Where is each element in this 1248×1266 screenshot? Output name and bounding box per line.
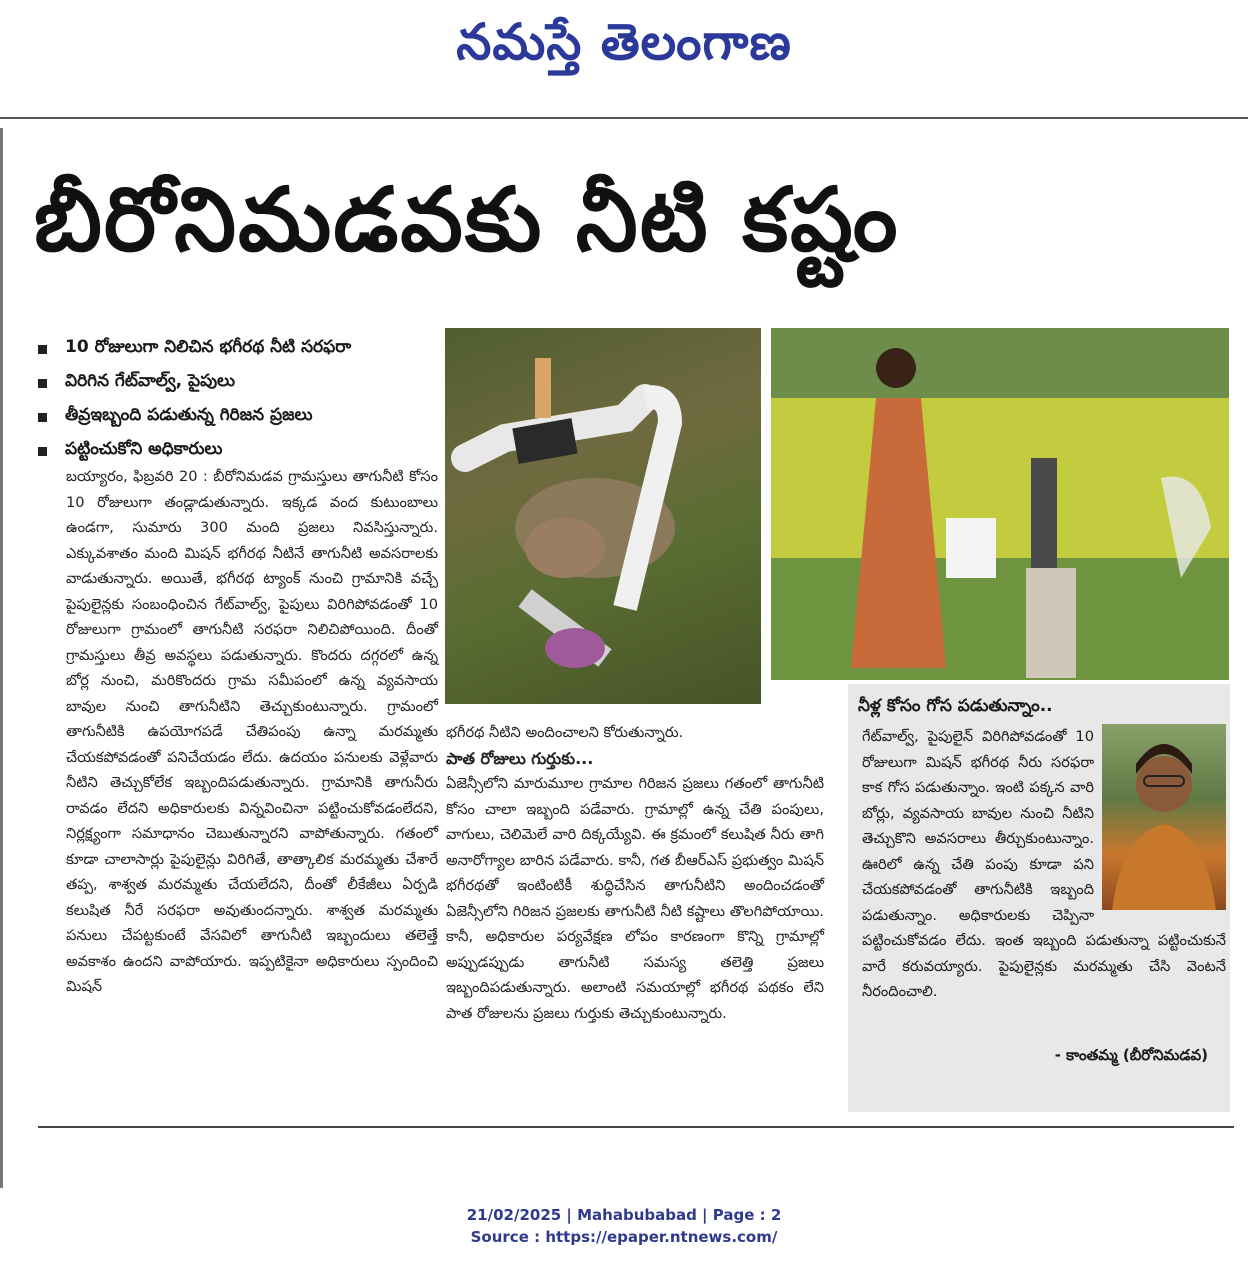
highlight-item: విరిగిన గేట్‌వాల్వ్, పైపులు: [38, 366, 438, 400]
article-headline: బీరోనిమడవకు నీటి కష్టం: [34, 168, 900, 271]
page-footer: [0, 1204, 1248, 1248]
broken-pipe-illustration: [445, 328, 761, 704]
highlight-item: పట్టించుకోని అధికారులు: [38, 434, 438, 468]
portrait-illustration: [1102, 724, 1226, 910]
sidebar-signature: - కాంతమ్మ (బీరోనిమడవ): [1054, 1046, 1208, 1064]
bullet-square-icon: [38, 413, 47, 422]
newspaper-logo: నమస్తే తెలంగాణ: [456, 12, 792, 71]
footer-source: Source : https://epaper.ntnews.com/: [470, 1228, 778, 1246]
highlight-item: తీవ్రఇబ్బంది పడుతున్న గిరిజన ప్రజలు: [38, 400, 438, 434]
top-divider: [0, 117, 1248, 119]
article-column-1: బయ్యారం, ఫిబ్రవరి 20 : బీరోనిమడవ గ్రామస్తులు తాగునీటి కోసం 10 రోజులుగా తండ్లాడుతున్నారు. ఇక్కడ వంద కుటుంబాలు ఉండగా, సుమారు 300 మంది ప్రజలు నివసిస్తున్నారు. ఎక్కువశాతం మంది మిషన్ భగీరథ నీటినే తాగునీటి అవసరాలకు వాడుతున్నారు. అయితే, భగీరథ ట్యాంక్ నుంచి గ్రామానికి వచ్చే పైపులైన్లకు సంబంధించిన గేట్‌వాల్వ్, పైపులు విరిగిపోవడంతో 10 రోజులుగా గ్రామంలో తాగునీటి సరఫరా నిలిచిపోయింది. దీంతో గ్రామస్తులు తీవ్ర అవస్థలు పడుతున్నారు. కొందరు దగ్గరలో ఉన్న బోర్ల నుంచి, మరికొందరు గ్రామ సమీపంలో ఉన్న వ్యవసాయ బావుల నుంచి తాగునీటిని తెచ్చుకుంటున్నారు. గ్రామంలో తాగునీటికి ఉపయోగపడే చేతిపంపు ఉన్నా మరమ్మతు చేయకపోవడంతో పనిచేయడం లేదు. ఉదయం పనులకు వెళ్లేవారు నీటిని తెచ్చుకోలేక ఇబ్బందిపడుతున్నారు. గ్రామానికి తాగునీరు రావడం లేదని అధికారులకు విన్నవించినా పట్టించుకోవడంలేదని, నిర్లక్ష్యంగా సమాధానం చెబుతున్నారని వాపోతున్నారు. గతంలో కూడా చాలాసార్లు పైపులైన్లు విరిగితే, తాత్కాలిక మరమ్మతు చేశారే తప్ప, శాశ్వత మరమ్మతు చేయలేదని, దీంతో లీకేజీలు ఏర్పడి కలుషిత నీరే సరఫరా అవుతుందన్నారు. శాశ్వత మరమ్మతు పనులు చేపట్టకుంటే వేసవిలో తాగునీటి ఇబ్బందులు తలెత్తే అవకాశం ఉందని వాపోయారు. ఇప్పటికైనా అధికారులు స్పందించి మిషన్: [66, 468, 438, 995]
highlights-list: [38, 332, 438, 468]
bullet-square-icon: [38, 447, 47, 456]
sidebar-quote-text: గేట్‌వాల్వ్, పైపులైన్ విరిగిపోవడంతో 10 రోజులుగా మిషన్ భగీరథ నీరు సరఫరా కాక గోస పడుతున్నాం. ఇంటి పక్కన వారి బోర్లు, వ్యవసాయ బావుల నుంచి నీటిని తెచ్చుకొని అవసరాలు తీర్చుకుంటున్నాం. ఊరిలో ఉన్న చేతి పంపు కూడా పని చేయకపోవడంతో తాగునీటికి ఇబ్బంది పడుతున్నాం. అధికారులకు చెప్పినా పట్టించుకోవడం లేదు. ఇంత ఇబ్బంది పడుతున్నా పట్టించుకునే వారే కరువయ్యారు. పైపులైన్లకు మరమ్మతు చేసి వెంటనే నీరందించాలి.: [862, 728, 1226, 1000]
footer-date-edition: 21/02/2025 | Mahabubabad | Page : 2: [466, 1206, 782, 1224]
column-2-body: ఏజెన్సీలోని మారుమూల గ్రామాల గిరిజన ప్రజలు గతంలో తాగునీటి కోసం చాలా ఇబ్బంది పడేవారు. గ్రామాల్లో ఉన్న చేతి పంపులు, వాగులు, చెలిమెలే వారి దిక్కయ్యేవి. ఈ క్రమంలో కలుషిత నీరు తాగి అనారోగ్యాల బారిన పడేవారు. కానీ, గత బీఆర్‌ఎస్ ప్రభుత్వం మిషన్ భగీరథతో ఇంటింటికీ శుద్ధిచేసిన తాగునీటిని అందించడంతో ఏజెన్సీలోని గిరిజన ప్రజలకు తాగునీటి నీటి కష్టాలు తొలగిపోయాయి. కానీ, అధికారుల పర్యవేక్షణ లోపం కారణంగా కొన్ని గ్రామాల్లో అప్పుడప్పుడు తాగునీటి సమస్య తలెత్తి ప్రజలు ఇబ్బందిపడుతున్నారు. అలాంటి సమయాల్లో భగీరథ పథకం లేని పాత రోజులను ప్రజలు గుర్తుకు తెచ్చుకుంటున్నారు.: [446, 775, 824, 1022]
bullet-square-icon: [38, 379, 47, 388]
sidebar-body: [862, 724, 1226, 1005]
kanthamma-portrait-photo: [1102, 724, 1226, 910]
bottom-divider: [38, 1126, 1234, 1128]
highlight-item: 10 రోజులుగా నిలిచిన భగీరథ నీటి సరఫరా: [38, 332, 438, 366]
masthead: [0, 0, 1248, 118]
woman-at-handpump-illustration: [771, 328, 1229, 680]
bullet-square-icon: [38, 345, 47, 354]
next-headline-cropped: [34, 1150, 1234, 1188]
column-2-lead: భగీరథ నీటిని అందించాలని కోరుతున్నారు.: [446, 724, 684, 741]
column-2-subheading: పాత రోజులు గుర్తుకు...: [446, 748, 594, 768]
left-frame-border: [0, 128, 3, 1188]
broken-pipe-photo: [445, 328, 761, 704]
sidebar-title: నీళ్ల కోసం గోస పడుతున్నాం..: [858, 696, 1053, 716]
article-column-2: [446, 720, 824, 1026]
woman-at-handpump-photo: [771, 328, 1229, 680]
quote-sidebar: [848, 684, 1230, 1112]
